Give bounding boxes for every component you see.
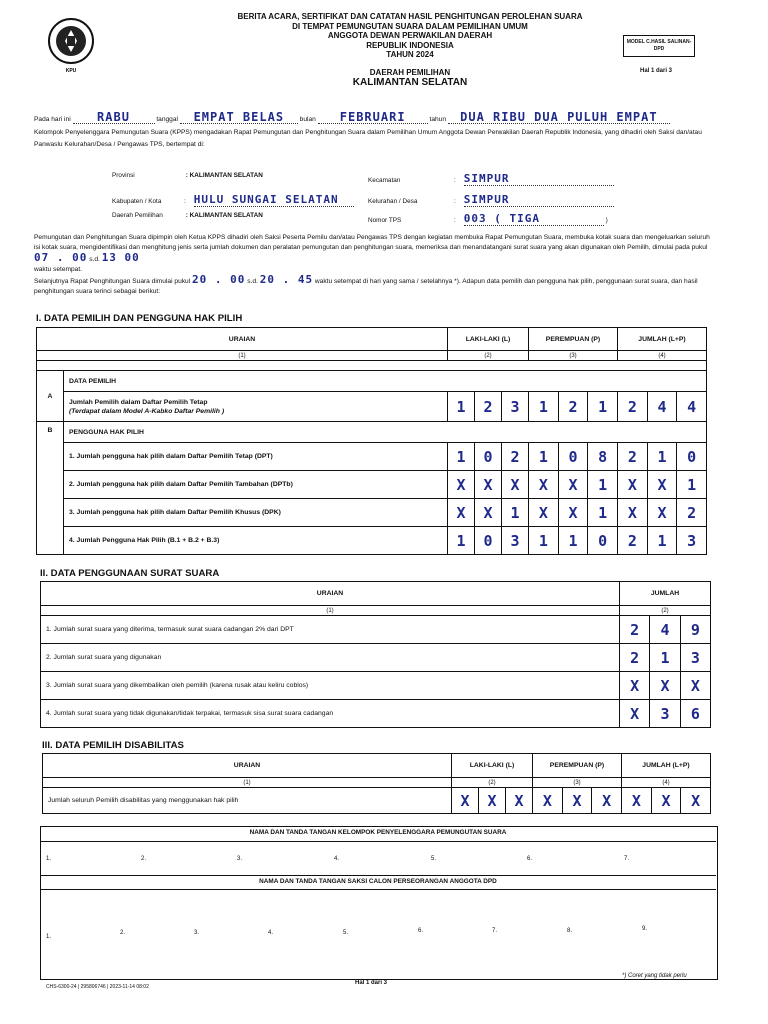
col-num-2: (2) (620, 606, 711, 616)
handwritten-digit: 2 (630, 648, 640, 667)
digit-cell (592, 788, 622, 814)
handwritten-digit: 4 (687, 397, 697, 416)
end-time-1: 13 00 (101, 251, 140, 264)
handwritten-digit: X (510, 475, 520, 494)
col-laki: LAKI-LAKI (L) (448, 328, 529, 351)
disability-table (42, 753, 711, 814)
handwritten-digit: 1 (598, 503, 608, 522)
digit-cell (533, 788, 563, 814)
opening-paragraph (34, 112, 714, 151)
date-value: EMPAT BELAS (180, 112, 298, 124)
voter-data-table (36, 327, 707, 555)
col-uraian-3: URAIAN (43, 754, 452, 778)
handwritten-digit: 0 (598, 531, 608, 550)
handwritten-digit: 1 (538, 447, 548, 466)
digit-cell (647, 527, 677, 555)
handwritten-digit: 1 (538, 531, 548, 550)
ballot-usage-table (40, 581, 711, 728)
dpt-label-cell (64, 392, 448, 422)
table-row (41, 616, 711, 644)
saksi-signature-title: NAMA DAN TANDA TANGAN SAKSI CALON PERSEORANGAN ANGGOTA DPD (259, 878, 497, 885)
kpps-sign-1[interactable]: 1. (46, 856, 52, 862)
handwritten-digit: 4 (657, 397, 667, 416)
handwritten-digit: X (483, 475, 493, 494)
opening-text-4: tahun (429, 116, 447, 123)
handwritten-digit: 3 (510, 397, 520, 416)
opening-text-2: tanggal (156, 116, 178, 123)
ballot-row-used: 2. Jumlah surat suara yang digunakan (41, 644, 620, 672)
handwritten-digit: 0 (568, 447, 578, 466)
handwritten-digit: 3 (690, 648, 700, 667)
col-perempuan-3: PEREMPUAN (P) (533, 754, 622, 778)
table-row (37, 527, 707, 555)
digit-cell (475, 392, 502, 422)
signature-box (40, 826, 718, 980)
col-uraian-2: URAIAN (41, 582, 620, 606)
digit-cell (650, 644, 680, 672)
handwritten-digit: 2 (510, 447, 520, 466)
start-time-2: 20 . 00 (192, 273, 246, 286)
kelurahan-value: SIMPUR (464, 193, 614, 207)
handwritten-digit: X (660, 676, 670, 695)
end-time-2: 20 . 45 (259, 273, 314, 286)
digit-cell (448, 392, 475, 422)
kecamatan-value: SIMPUR (464, 172, 614, 186)
digit-cell (558, 499, 588, 527)
row-label-dpk: 3. Jumlah pengguna hak pilih dalam Daftar Pemilih Khusus (DPK) (64, 499, 448, 527)
saksi-sign-3[interactable]: 3. (194, 930, 200, 936)
sd-label-1: s.d. (89, 256, 100, 263)
digit-cell (680, 644, 710, 672)
digit-cell (647, 443, 677, 471)
handwritten-digit: 1 (598, 475, 608, 494)
col-laki-3: LAKI-LAKI (L) (452, 754, 533, 778)
digit-cell (448, 499, 475, 527)
handwritten-digit: X (542, 791, 552, 810)
region-value: KALIMANTAN SELATAN (352, 77, 468, 88)
handwritten-digit: 2 (627, 397, 637, 416)
digit-cell (558, 527, 588, 555)
table-row (37, 499, 707, 527)
digit-cell (622, 788, 652, 814)
field-dapil (112, 212, 263, 219)
kpps-sign-4[interactable]: 4. (334, 856, 340, 862)
page-indicator: Hal 1 dari 3 (640, 68, 673, 74)
digit-cell (448, 443, 475, 471)
handwritten-digit: X (483, 503, 493, 522)
digit-cell (529, 499, 559, 527)
kpps-sign-2[interactable]: 2. (141, 856, 147, 862)
dpt-label: Jumlah Pemilih dalam Daftar Pemilih Tetap (69, 398, 208, 406)
digit-cell (618, 527, 648, 555)
field-province (112, 172, 263, 179)
svg-text:KPU: KPU (65, 68, 77, 74)
saksi-sign-5[interactable]: 5. (343, 930, 349, 936)
dpt-sub-label: (Terdapat dalam Model A-Kabko Daftar Pemilih ) (69, 407, 225, 415)
handwritten-digit: 0 (483, 447, 493, 466)
digit-cell (502, 392, 529, 422)
saksi-sign-4[interactable]: 4. (268, 930, 274, 936)
handwritten-digit: 3 (510, 531, 520, 550)
digit-cell (588, 471, 618, 499)
table-row (37, 471, 707, 499)
digit-cell (529, 443, 559, 471)
digit-cell (650, 700, 680, 728)
handwritten-digit: X (456, 503, 466, 522)
row-label-total: 4. Jumlah Pengguna Hak Pilih (B.1 + B.2 + B.3) (64, 527, 448, 555)
handwritten-digit: 3 (660, 704, 670, 723)
kabupaten-value: HULU SUNGAI SELATAN (194, 193, 354, 207)
handwritten-digit: X (538, 503, 548, 522)
col-jumlah: JUMLAH (L+P) (618, 328, 707, 351)
section-a-letter: A (37, 371, 64, 422)
handwritten-digit: X (630, 704, 640, 723)
handwritten-digit: 2 (568, 397, 578, 416)
col-num-2: (2) (448, 351, 529, 361)
footer-code: CHS-6300-24 | 295806746 | 2023-11-14 08:02 (46, 984, 149, 990)
digit-cell (620, 672, 650, 700)
digit-cell (475, 443, 502, 471)
digit-cell (650, 616, 680, 644)
handwritten-digit: 1 (568, 531, 578, 550)
table-row (41, 672, 711, 700)
digit-cell (647, 392, 677, 422)
saksi-sign-7[interactable]: 7. (492, 928, 498, 934)
digit-cell (618, 471, 648, 499)
digit-cell (448, 527, 475, 555)
table-row (41, 700, 711, 728)
col-num-3: (3) (533, 778, 622, 788)
digit-cell (588, 527, 618, 555)
title-line-5: TAHUN 2024 (386, 50, 434, 59)
handwritten-digit: 4 (660, 620, 670, 639)
start-time-1: 07 . 00 (34, 251, 88, 264)
section-a-title: DATA PEMILIH (64, 371, 707, 392)
handwritten-digit: X (661, 791, 671, 810)
table-row (37, 443, 707, 471)
digit-cell (475, 527, 502, 555)
handwritten-digit: 2 (483, 397, 493, 416)
handwritten-digit: 9 (690, 620, 700, 639)
saksi-sign-1[interactable]: 1. (46, 934, 52, 940)
handwritten-digit: 1 (660, 648, 670, 667)
col-num-4: (4) (622, 778, 711, 788)
col-num-1: (1) (41, 606, 620, 616)
col-num-4: (4) (618, 351, 707, 361)
digit-cell (502, 471, 529, 499)
digit-cell (479, 788, 506, 814)
handwritten-digit: X (627, 475, 637, 494)
digit-cell (588, 443, 618, 471)
year-value: DUA RIBU DUA PULUH EMPAT (448, 112, 670, 124)
section-b-letter: B (37, 422, 64, 555)
kpps-sign-7[interactable]: 7. (624, 856, 630, 862)
col-perempuan: PEREMPUAN (P) (529, 328, 618, 351)
handwritten-digit: 1 (456, 531, 466, 550)
kecamatan-label: Kecamatan (368, 177, 401, 184)
title-line-1: BERITA ACARA, SERTIFIKAT DAN CATATAN HASIL PENGHITUNGAN PEROLEHAN SUARA (237, 12, 583, 21)
digit-cell (618, 443, 648, 471)
digit-cell (562, 788, 592, 814)
kpu-logo-icon (46, 14, 96, 76)
digit-cell (618, 499, 648, 527)
kelurahan-label: Kelurahan / Desa (368, 198, 418, 205)
digit-cell (529, 471, 559, 499)
dapil-label: Daerah Pemilihan (112, 212, 163, 219)
opening-text-5: Kelompok Penyelenggara Pemungutan Suara (KPPS) mengadakan Rapat Pemungutan dan Penghitungan Suara dalam Pemilihan Umum Anggota Dewan Perwakilan Daerah Republik Indonesia, yang dihadiri oleh Saksi dan/atau Panwaslu Kelurahan/Desa / Pengawas TPS, bertempat di: (34, 129, 702, 148)
handwritten-digit: 1 (687, 475, 697, 494)
kpps-sign-3[interactable]: 3. (237, 856, 243, 862)
saksi-sign-6[interactable]: 6. (418, 928, 424, 934)
handwritten-digit: 2 (627, 447, 637, 466)
local-time-text: waktu setempat. (34, 266, 83, 273)
section-2-title: II. DATA PENGGUNAAN SURAT SUARA (40, 568, 220, 579)
table-row (41, 644, 711, 672)
footer-page: Hal 1 dari 3 (355, 980, 388, 986)
field-kabupaten: Kabupaten / Kota : HULU SUNGAI SELATAN (112, 193, 354, 207)
field-kecamatan: Kecamatan : SIMPUR (368, 172, 614, 186)
document-title (140, 12, 680, 89)
day-value: RABU (73, 112, 155, 124)
handwritten-digit: X (487, 791, 497, 810)
model-code-box: MODEL C.HASIL SALINAN-DPD (623, 35, 695, 57)
handwritten-digit: X (602, 791, 612, 810)
digit-cell (650, 672, 680, 700)
table-row (43, 788, 711, 814)
handwritten-digit: 0 (687, 447, 697, 466)
digit-cell (448, 471, 475, 499)
col-uraian: URAIAN (37, 328, 448, 351)
digit-cell (506, 788, 533, 814)
col-num-2: (2) (452, 778, 533, 788)
digit-cell (588, 392, 618, 422)
tps-label: Nomor TPS (368, 217, 402, 224)
opening-text-3: bulan (299, 116, 316, 123)
row-label-dpt: 1. Jumlah pengguna hak pilih dalam Daftar Pemilih Tetap (DPT) (64, 443, 448, 471)
digit-cell (502, 443, 529, 471)
col-num-1: (1) (43, 778, 452, 788)
digit-cell (452, 788, 479, 814)
kabupaten-label: Kabupaten / Kota (112, 198, 162, 205)
handwritten-digit: X (568, 475, 578, 494)
opening-text-1: Pada hari ini (34, 116, 71, 123)
digit-cell (651, 788, 681, 814)
handwritten-digit: 1 (456, 447, 466, 466)
digit-cell (618, 392, 648, 422)
sd-label-2: s.d. (247, 278, 258, 285)
col-num-3: (3) (529, 351, 618, 361)
digit-cell (620, 644, 650, 672)
digit-cell (620, 700, 650, 728)
digit-cell (681, 788, 711, 814)
disability-row-label: Jumlah seluruh Pemilih disabilitas yang menggunakan hak pilih (43, 788, 452, 814)
tps-value: 003 ( TIGA (464, 212, 604, 226)
digit-cell (620, 616, 650, 644)
region-label: DAERAH PEMILIHAN (369, 67, 451, 77)
handwritten-digit: 1 (598, 397, 608, 416)
field-tps: Nomor TPS : 003 ( TIGA ) (368, 212, 608, 225)
digit-cell (475, 499, 502, 527)
saksi-sign-8[interactable]: 8. (567, 928, 573, 934)
kpps-signature-title: NAMA DAN TANDA TANGAN KELOMPOK PENYELENGGARA PEMUNGUTAN SUARA (249, 829, 507, 836)
digit-cell (677, 527, 707, 555)
saksi-sign-2[interactable]: 2. (120, 930, 126, 936)
procedure-text-1: Pemungutan dan Penghitungan Suara dipimpin oleh Ketua KPPS dihadiri oleh Saksi Peserta Pemilu dan/atau Pengawas TPS dengan kegiatan membuka Rapat Pemungutan Suara, membuka kotak suara dan mengeluarkan seluruh isi kotak suara, mengidentifikasi dan menghitung jenis serta jumlah dokumen dan peralatan pemungutan dan penghitungan suara, memeriksa dan menandatangani surat suara yang akan digunakan oleh Pemilih, dimulai pada pukul (34, 234, 710, 251)
handwritten-digit: X (657, 475, 667, 494)
digit-cell (677, 392, 707, 422)
handwritten-digit: 2 (630, 620, 640, 639)
handwritten-digit: 1 (538, 397, 548, 416)
handwritten-digit: X (631, 791, 641, 810)
handwritten-digit: 2 (627, 531, 637, 550)
title-line-2: DI TEMPAT PEMUNGUTAN SUARA DALAM PEMILIHAN UMUM (292, 21, 528, 31)
handwritten-digit: X (514, 791, 524, 810)
handwritten-digit: X (691, 791, 701, 810)
title-line-3: ANGGOTA DEWAN PERWAKILAN DAERAH (327, 31, 493, 40)
digit-cell (558, 392, 588, 422)
ballot-row-unused: 4. Jumlah surat suara yang tidak digunakan/tidak terpakai, termasuk sisa surat suara cadangan (41, 700, 620, 728)
section-b-title: PENGGUNA HAK PILIH (64, 422, 707, 443)
procedure-text-2: Selanjutnya Rapat Penghitungan Suara dimulai pukul (34, 278, 191, 285)
province-value: : KALIMANTAN SELATAN (185, 172, 263, 179)
table-row (37, 392, 707, 422)
handwritten-digit: 8 (598, 447, 608, 466)
handwritten-digit: X (568, 503, 578, 522)
handwritten-digit: X (538, 475, 548, 494)
section-3-title: III. DATA PEMILIH DISABILITAS (42, 740, 184, 751)
col-jumlah-3: JUMLAH (L+P) (622, 754, 711, 778)
digit-cell (558, 443, 588, 471)
title-line-4: REPUBLIK INDONESIA (366, 40, 454, 50)
col-jumlah-2: JUMLAH (620, 582, 711, 606)
handwritten-digit: X (572, 791, 582, 810)
handwritten-digit: X (690, 676, 700, 695)
digit-cell (677, 443, 707, 471)
digit-cell (588, 499, 618, 527)
ballot-row-received: 1. Jumlah surat suara yang diterima, termasuk surat suara cadangan 2% dari DPT (41, 616, 620, 644)
kpps-sign-5[interactable]: 5. (431, 856, 437, 862)
field-kelurahan: Kelurahan / Desa : SIMPUR (368, 193, 614, 207)
handwritten-digit: 0 (483, 531, 493, 550)
digit-cell (677, 499, 707, 527)
digit-cell (558, 471, 588, 499)
handwritten-digit: 1 (456, 397, 466, 416)
handwritten-digit: 2 (687, 503, 697, 522)
digit-cell (680, 700, 710, 728)
digit-cell (680, 616, 710, 644)
digit-cell (475, 471, 502, 499)
handwritten-digit: 3 (687, 531, 697, 550)
province-label: Provinsi (112, 172, 135, 179)
footer-note: *) Coret yang tidak perlu (622, 973, 687, 979)
kpps-sign-6[interactable]: 6. (527, 856, 533, 862)
digit-cell (647, 499, 677, 527)
procedure-text-3: waktu setempat di hari yang sama / setelahnya *). Adapun data pemilih dan pengguna hak pilih, penggunaan surat suara, dan hasil penghitungan suara terinci sebagai berikut: (34, 278, 698, 295)
digit-cell (529, 392, 559, 422)
digit-cell (677, 471, 707, 499)
col-num-1: (1) (37, 351, 448, 361)
procedure-paragraph (34, 233, 714, 297)
handwritten-digit: X (456, 475, 466, 494)
digit-cell (680, 672, 710, 700)
digit-cell (502, 499, 529, 527)
digit-cell (502, 527, 529, 555)
handwritten-digit: X (627, 503, 637, 522)
handwritten-digit: X (460, 791, 470, 810)
section-1-title: I. DATA PEMILIH DAN PENGGUNA HAK PILIH (36, 313, 243, 324)
digit-cell (529, 527, 559, 555)
handwritten-digit: X (657, 503, 667, 522)
dapil-value: : KALIMANTAN SELATAN (185, 212, 263, 219)
month-value: FEBRUARI (318, 112, 428, 124)
handwritten-digit: 1 (657, 447, 667, 466)
handwritten-digit: 1 (657, 531, 667, 550)
ballot-row-returned: 3. Jumlah surat suara yang dikembalikan oleh pemilih (karena rusak atau keliru coblos) (41, 672, 620, 700)
digit-cell (647, 471, 677, 499)
row-label-dptb: 2. Jumlah pengguna hak pilih dalam Daftar Pemilih Tambahan (DPTb) (64, 471, 448, 499)
handwritten-digit: 6 (690, 704, 700, 723)
tps-close: ) (605, 217, 608, 224)
saksi-sign-9[interactable]: 9. (642, 926, 648, 932)
handwritten-digit: 1 (510, 503, 520, 522)
handwritten-digit: X (630, 676, 640, 695)
